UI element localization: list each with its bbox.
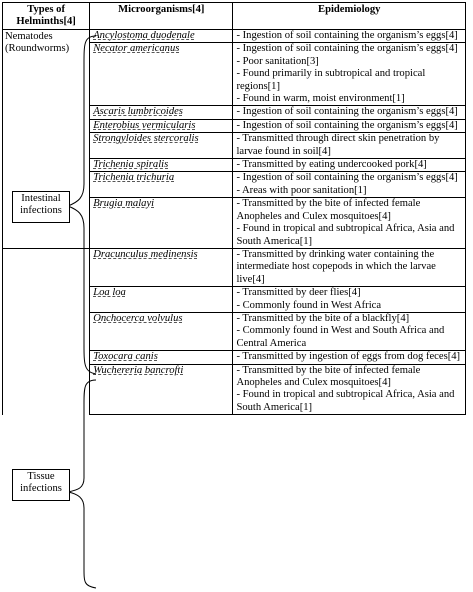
epidemiology-item: - Poor sanitation[3] bbox=[236, 55, 319, 67]
epidemiology-cell bbox=[233, 119, 466, 132]
microorganism-name: Ancylostoma duodenale bbox=[93, 30, 195, 41]
epidemiology-item: - Transmitted by the bite of infected female Anopheles and Culex mosquitoes[4] bbox=[236, 364, 421, 388]
epidemiology-cell bbox=[233, 312, 466, 350]
epidemiology-cell bbox=[233, 364, 466, 415]
microorganism-name: Strongyloides stercoralis bbox=[93, 133, 199, 145]
microorganism-cell bbox=[90, 159, 233, 172]
microorganism-name: Enterobius vermicularis bbox=[93, 119, 196, 131]
epidemiology-cell bbox=[233, 172, 466, 198]
microorganism-cell bbox=[90, 172, 233, 198]
microorganism-cell bbox=[90, 351, 233, 364]
tissue-label: Tissue infections bbox=[12, 469, 70, 501]
microorganism-cell bbox=[90, 133, 233, 159]
epidemiology-item: - Ingestion of soil containing the organism’s eggs[4] bbox=[236, 119, 458, 131]
epidemiology-cell bbox=[233, 30, 466, 43]
epidemiology-item: - Transmitted through direct skin penetration by larvae found in soil[4] bbox=[236, 133, 440, 157]
microorganism-cell bbox=[90, 43, 233, 106]
epidemiology-cell bbox=[233, 351, 466, 364]
header-epidemiology: Epidemiology bbox=[233, 3, 466, 30]
epidemiology-cell bbox=[233, 106, 466, 119]
epidemiology-item: - Transmitted by the bite of a blackfly[4] bbox=[236, 312, 410, 324]
header-row bbox=[3, 3, 466, 30]
microorganism-cell bbox=[90, 119, 233, 132]
epidemiology-item: - Ingestion of soil containing the organism’s eggs[4] bbox=[236, 43, 458, 55]
microorganism-name: Brugia malayi bbox=[93, 198, 155, 210]
epidemiology-cell bbox=[233, 159, 466, 172]
microorganism-cell bbox=[90, 364, 233, 415]
microorganism-name: Necator americanus bbox=[93, 43, 180, 55]
microorganism-cell bbox=[90, 287, 233, 313]
microorganism-name: Trichenia trichuria bbox=[93, 172, 175, 184]
epidemiology-cell bbox=[233, 248, 466, 286]
microorganism-cell bbox=[90, 312, 233, 350]
intestinal-label: Intestinal infections bbox=[12, 191, 70, 223]
epidemiology-item: - Commonly found in West and South Africa and Central America bbox=[236, 325, 445, 349]
microorganism-name: Toxocara canis bbox=[93, 351, 158, 363]
epidemiology-item: - Transmitted by the bite of infected female Anopheles and Culex mosquitoes[4] bbox=[236, 198, 421, 222]
epidemiology-item: - Transmitted by drinking water containing the intermediate host copepods in which the larvae live[4] bbox=[236, 248, 436, 285]
epidemiology-cell bbox=[233, 287, 466, 313]
microorganism-name: Loa loa bbox=[93, 287, 126, 299]
epidemiology-cell bbox=[233, 43, 466, 106]
microorganism-name: Ascaris lumbricoides bbox=[93, 106, 183, 118]
header-types: Types of Helminths[4] bbox=[3, 3, 90, 30]
nematodes-label: Nematodes (Roundworms) bbox=[5, 31, 70, 55]
epidemiology-item: - Found in warm, moist environment[1] bbox=[236, 93, 405, 105]
epidemiology-item: - Transmitted by ingestion of eggs from dog feces[4] bbox=[236, 351, 461, 363]
epidemiology-cell bbox=[233, 198, 466, 249]
epidemiology-item: - Found in tropical and subtropical Africa, Asia and South America[1] bbox=[236, 389, 455, 413]
epidemiology-item: - Ingestion of soil containing the organism’s eggs[4] bbox=[236, 30, 458, 41]
epidemiology-item: - Commonly found in West Africa bbox=[236, 299, 382, 311]
epidemiology-item: - Found primarily in subtropical and tropical regions[1] bbox=[236, 68, 426, 92]
epidemiology-cell bbox=[233, 133, 466, 159]
epidemiology-item: - Ingestion of soil containing the organism’s eggs[4] bbox=[236, 172, 458, 184]
epidemiology-item: - Areas with poor sanitation[1] bbox=[236, 184, 367, 196]
microorganism-cell bbox=[90, 30, 233, 43]
microorganism-cell bbox=[90, 198, 233, 249]
microorganism-name: Onchocerca volvulus bbox=[93, 312, 183, 324]
microorganism-name: Dracunculus medinensis bbox=[93, 248, 198, 260]
epidemiology-item: - Ingestion of soil containing the organism’s eggs[4] bbox=[236, 106, 458, 118]
epidemiology-item: - Transmitted by eating undercooked pork[4] bbox=[236, 159, 427, 171]
microorganism-cell bbox=[90, 106, 233, 119]
microorganism-name: Wuchereria bancrofti bbox=[93, 364, 184, 376]
epidemiology-item: - Transmitted by deer flies[4] bbox=[236, 287, 361, 299]
epidemiology-item: - Found in tropical and subtropical Africa, Asia and South America[1] bbox=[236, 223, 455, 247]
header-microorganisms: Microorganisms[4] bbox=[90, 3, 233, 30]
microorganism-cell bbox=[90, 248, 233, 286]
microorganism-name: Trichenia spiralis bbox=[93, 159, 169, 171]
